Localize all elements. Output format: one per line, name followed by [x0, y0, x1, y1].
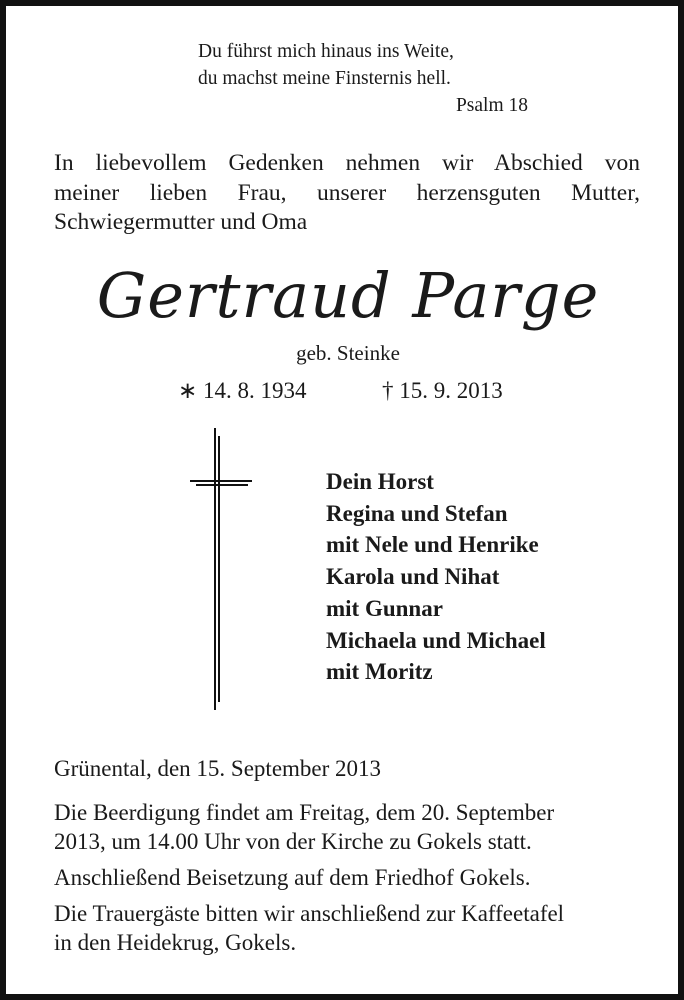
- reception-line: Die Trauergäste bitten wir anschließend zur Kaffeetafel: [54, 901, 565, 926]
- psalm-line: Du führst mich hinaus ins Weite,: [198, 41, 454, 62]
- funeral-line: 2013, um 14.00 Uhr von der Kirche zu Gokels statt.: [54, 829, 532, 854]
- mourners-list: [326, 466, 646, 688]
- place-and-date: Grünental, den 15. September 2013: [54, 756, 382, 781]
- reception-info: [54, 899, 640, 957]
- cross-vertical-bar: [218, 436, 220, 702]
- funeral-details: [54, 798, 640, 964]
- mourner-line: mit Moritz: [326, 659, 433, 685]
- psalm-line: du machst meine Finsternis hell.: [198, 68, 451, 89]
- intro-line: In liebevollem Gedenken nehmen wir Abschied von: [54, 150, 640, 176]
- death-date: † 15. 9. 2013: [382, 378, 503, 403]
- birth-name: geb. Steinke: [296, 341, 400, 365]
- mourner-line: Michaela und Michael: [326, 627, 546, 653]
- birth-date: ∗ 14. 8. 1934: [178, 378, 307, 403]
- cross-horizontal-bar: [196, 484, 248, 486]
- mourner-line: mit Nele und Henrike: [326, 532, 539, 558]
- intro-line: meiner lieben Frau, unserer herzensguten Mutter,: [54, 179, 640, 206]
- deceased-name: Gertraud Parge: [96, 259, 600, 332]
- intro-line: Schwiegermutter und Oma: [54, 209, 308, 235]
- cross-horizontal-bar: [190, 480, 252, 482]
- mourner-line: Regina und Stefan: [326, 500, 508, 526]
- funeral-info: [54, 798, 640, 856]
- funeral-line: Die Beerdigung findet am Freitag, dem 20. September: [54, 800, 555, 825]
- mourner-line: Karola und Nihat: [326, 564, 500, 590]
- reception-line: in den Heidekrug, Gokels.: [54, 930, 297, 955]
- mourner-line: Dein Horst: [326, 469, 434, 494]
- psalm-quote: [198, 38, 528, 119]
- intro-text: [54, 149, 640, 238]
- cross-vertical-bar: [214, 428, 216, 710]
- psalm-reference: Psalm 18: [455, 95, 528, 116]
- burial-info: Anschließend Beisetzung auf dem Friedhof Gokels.: [54, 865, 531, 890]
- mourner-line: mit Gunnar: [326, 595, 443, 621]
